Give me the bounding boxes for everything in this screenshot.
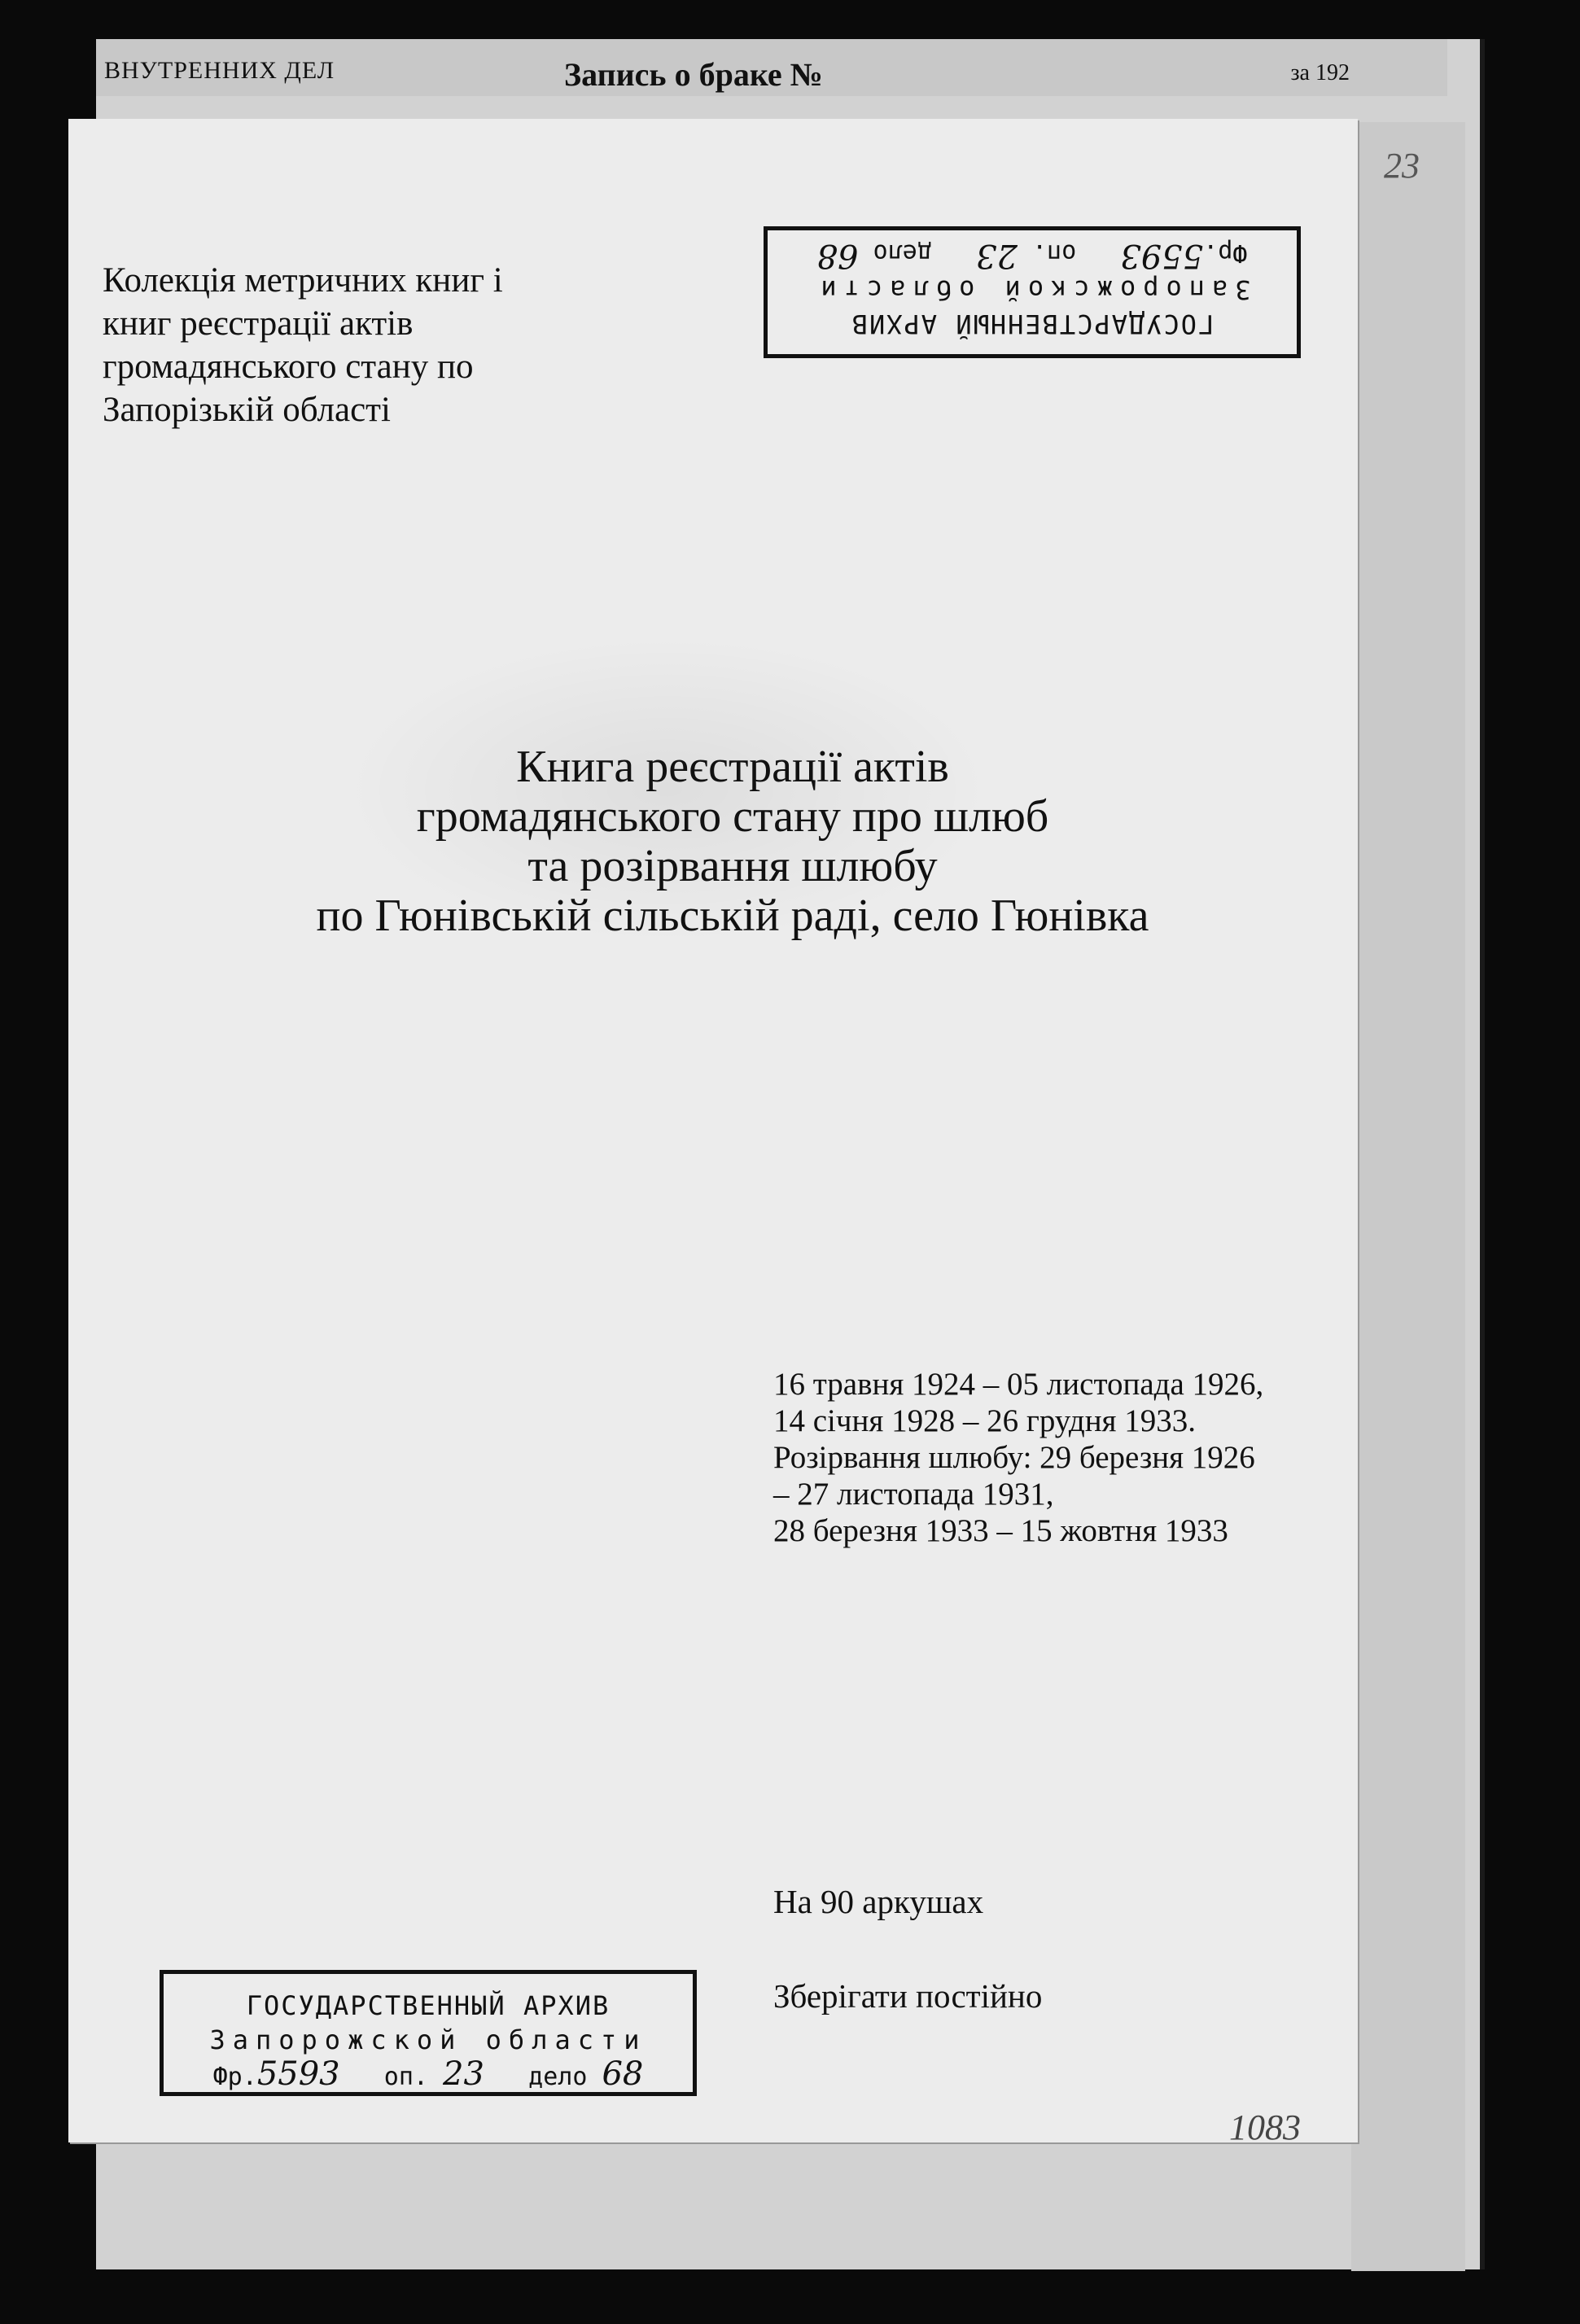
stamp-line: Запорожской области bbox=[813, 274, 1251, 305]
stamp-label: дело bbox=[873, 239, 932, 267]
document-title bbox=[163, 742, 1302, 941]
date-range bbox=[773, 1366, 1343, 1549]
top-strip-left: ВНУТРЕННИХ ДЕЛ bbox=[104, 57, 335, 84]
stamp-line: ГОСУДАРСТВЕННЫЙ АРХИВ bbox=[246, 1990, 611, 2021]
collection-line: книг реєстрації актів bbox=[103, 304, 414, 343]
stamp-label: Фр. bbox=[212, 2063, 257, 2091]
handwritten-number: 1083 bbox=[1229, 2107, 1301, 2147]
stamp-label: оп. bbox=[1032, 239, 1077, 267]
archive-stamp-top bbox=[764, 226, 1301, 358]
collection-line: Колекція метричних книг і bbox=[103, 261, 503, 300]
date-line: – 27 листопада 1931, bbox=[773, 1477, 1054, 1512]
sheet-count: На 90 аркушах bbox=[773, 1883, 984, 1920]
side-sheet bbox=[1351, 122, 1465, 2271]
stamp-value: 23 bbox=[443, 2055, 484, 2093]
stamp-label: Фр. bbox=[1203, 239, 1248, 267]
title-line: по Гюнівській сільській раді, село Гюнівка bbox=[316, 891, 1149, 941]
collection-line: Запорізькій області bbox=[103, 391, 391, 429]
archive-stamp-bottom bbox=[160, 1970, 697, 2096]
stamp-value: 23 bbox=[976, 237, 1018, 274]
stamp-value: 5593 bbox=[256, 2055, 340, 2093]
stamp-label: дело bbox=[528, 2063, 588, 2091]
title-line: громадянського стану про шлюб bbox=[416, 791, 1049, 842]
stamp-value: 5593 bbox=[1120, 237, 1204, 274]
collection-line: громадянського стану по bbox=[103, 348, 474, 386]
stamp-line bbox=[768, 237, 1297, 274]
retention-note: Зберігати постійно bbox=[773, 1977, 1043, 2015]
collection-heading bbox=[103, 259, 607, 431]
stamp-line: Запорожской области bbox=[209, 2024, 647, 2055]
date-line: 28 березня 1933 – 15 жовтня 1933 bbox=[773, 1513, 1228, 1548]
stamp-value: 68 bbox=[816, 237, 859, 274]
title-line: та розірвання шлюбу bbox=[527, 841, 938, 891]
top-strip-middle: Запись о браке № bbox=[564, 56, 823, 93]
corner-number: 23 bbox=[1384, 146, 1420, 186]
stamp-line bbox=[164, 2055, 693, 2093]
date-line: 16 травня 1924 – 05 листопада 1926, bbox=[773, 1367, 1264, 1402]
top-strip bbox=[96, 39, 1447, 96]
stamp-label: оп. bbox=[383, 2063, 428, 2091]
date-line: Розірвання шлюбу: 29 березня 1926 bbox=[773, 1440, 1255, 1475]
title-line: Книга реєстрації актів bbox=[516, 742, 949, 792]
date-line: 14 січня 1928 – 26 грудня 1933. bbox=[773, 1403, 1196, 1438]
stamp-line: ГОСУДАРСТВЕННЫЙ АРХИВ bbox=[850, 309, 1215, 339]
stamp-value: 68 bbox=[602, 2055, 644, 2093]
top-strip-right: за 192 bbox=[1290, 60, 1350, 85]
